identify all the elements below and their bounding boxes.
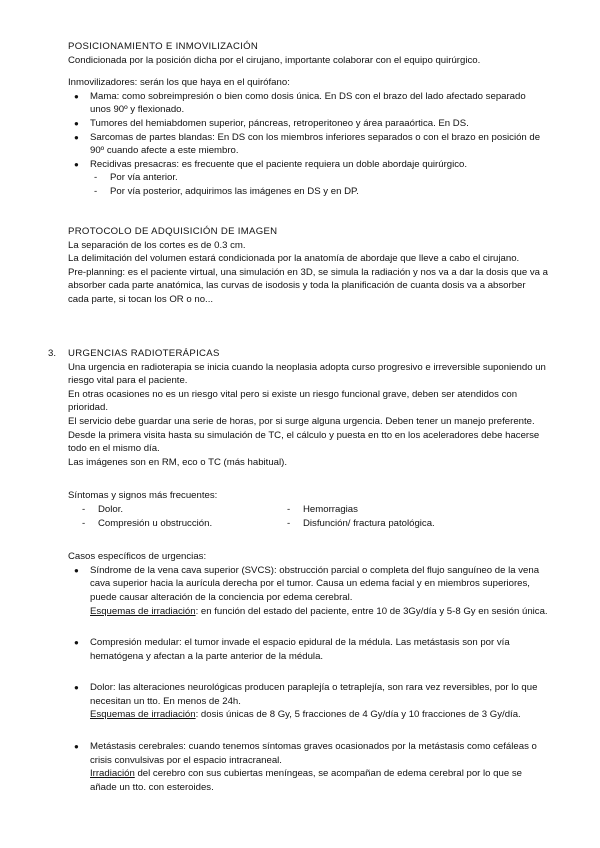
underlined-label: Irradiación (90, 768, 135, 780)
section-posicionamiento (68, 40, 548, 199)
case-text: Compresión medular: el tumor invade el espacio epidural de la médula. Las metástasis son por vía hematógena y afectan a la parte anterior de la médula. (90, 637, 510, 662)
underlined-label: Esquemas de irradiación (90, 605, 196, 617)
paragraph: Una urgencia en radioterapia se inicia cuando la neoplasia adopta curso progresivo e irreversible suponiendo un riesgo vital para el paciente. (68, 361, 546, 387)
paragraph: La separación de los cortes es de 0.3 cm. (68, 239, 246, 251)
paragraph: Pre-planning: es el paciente virtual, una simulación en 3D, se simula la radiación y nos va a dar la dosis que va a absorber cada parte anatómica, las curvas de isodosis y toda la planificación de cuanta dosis va a absorber cada parte, si tocan los OR o no... (68, 266, 548, 305)
symptoms-right (273, 503, 478, 530)
symptom-item: - Hemorragias (285, 503, 478, 517)
list-item: ● Mama: como sobreimpresión o bien como dosis única. En DS con el brazo del lado afectado separado unos 90º y flexionado. (68, 90, 548, 117)
symptom-item: - Compresión u obstrucción. (80, 517, 273, 531)
section-urgencias (68, 347, 548, 794)
section-protocolo (68, 225, 548, 307)
paragraph: La delimitación del volumen estará condicionada por la anatomía de abordaje que lleve a cabo el cirujano. (68, 253, 520, 265)
dash-list (273, 503, 478, 530)
paragraph: El servicio debe guardar una serie de horas, por si surge alguna urgencia. Deben tener un manejo preferente. Desde la primera visita hasta su simulación de TC, el cálculo y puesta en tto en los aceleradores debe hacerse todo en el mismo día. (68, 415, 540, 455)
symptom-item: - Dolor. (80, 503, 273, 517)
symptoms-columns (68, 503, 548, 530)
case-item-dolor (68, 681, 548, 722)
paragraph: En otras ocasiones no es un riesgo vital pero si existe un riesgo funcional grave, deben ser atendidos con prioridad. (68, 388, 518, 414)
symptoms-left (68, 503, 273, 530)
section-heading: POSICIONAMIENTO E INMOVILIZACIÓN (68, 41, 259, 52)
underlined-label: Esquemas de irradiación (90, 709, 196, 721)
section-heading: PROTOCOLO DE ADQUISICIÓN DE IMAGEN (68, 226, 278, 237)
cases-list (68, 564, 548, 795)
paragraph: Las imágenes son en RM, eco o TC (más habitual). (68, 456, 287, 468)
case-tail: : dosis únicas de 8 Gy, 5 fracciones de 4 Gy/día y 10 fracciones de 3 Gy/día. (195, 709, 521, 721)
section-heading: URGENCIAS RADIOTERÁPICAS (68, 348, 220, 359)
case-text: Dolor: las alteraciones neurológicas producen paraplejía o tetraplejía, son rara vez reversibles, por lo que necesitan un tto. En menos de 24h. (90, 682, 538, 707)
paragraph: Síntomas y signos más frecuentes: (68, 490, 218, 502)
symptom-item: - Disfunción/ fractura patológica. (285, 517, 478, 531)
paragraph: Inmovilizadores: serán los que haya en el quirófano: (68, 77, 290, 89)
sub-list (90, 171, 548, 198)
bullet-list (68, 90, 548, 199)
section-number: 3. (48, 348, 57, 359)
sub-item: - Por vía posterior, adquirimos las imágenes en DS y en DP. (92, 185, 548, 199)
paragraph: Casos específicos de urgencias: (68, 551, 207, 563)
list-item (68, 158, 548, 199)
case-tail: : en función del estado del paciente, entre 10 de 3Gy/día y 5-8 Gy en sesión única. (195, 605, 548, 617)
paragraph: Condicionada por la posición dicha por el cirujano, importante colaborar con el equipo quirúrgico. (68, 54, 481, 66)
case-tail: del cerebro con sus cubiertas meníngeas, se acompañan de edema cerebral por lo que se añade un tto. con esteroides. (90, 768, 522, 793)
case-item-svcs (68, 564, 548, 618)
list-item-text: Recidivas presacras: es frecuente que el paciente requiera un doble abordaje quirúrgico. (90, 158, 468, 170)
dash-list (68, 503, 273, 530)
case-item-metastasis (68, 740, 548, 794)
case-item-medular (68, 636, 548, 663)
sub-item: - Por vía anterior. (92, 171, 548, 185)
case-text: Síndrome de la vena cava superior (SVCS): obstrucción parcial o completa del flujo sanguíneo de la vena cava superior hacia la aurícula derecha por el tumor. Causa un edema facial y en miembros superiores, puede causar alteración de la conciencia por edema cerebral. (90, 564, 540, 603)
list-item: ● Sarcomas de partes blandas: En DS con los miembros inferiores separados o con el brazo en posición de 90º cuando afecte a este miembro. (68, 131, 548, 158)
case-text: Metástasis cerebrales: cuando tenemos síntomas graves ocasionados por la metástasis como cefáleas o crisis convulsivas por el espacio intracraneal. (90, 741, 537, 766)
list-item: ● Tumores del hemiabdomen superior, páncreas, retroperitoneo y área paraaórtica. En DS. (68, 117, 548, 131)
